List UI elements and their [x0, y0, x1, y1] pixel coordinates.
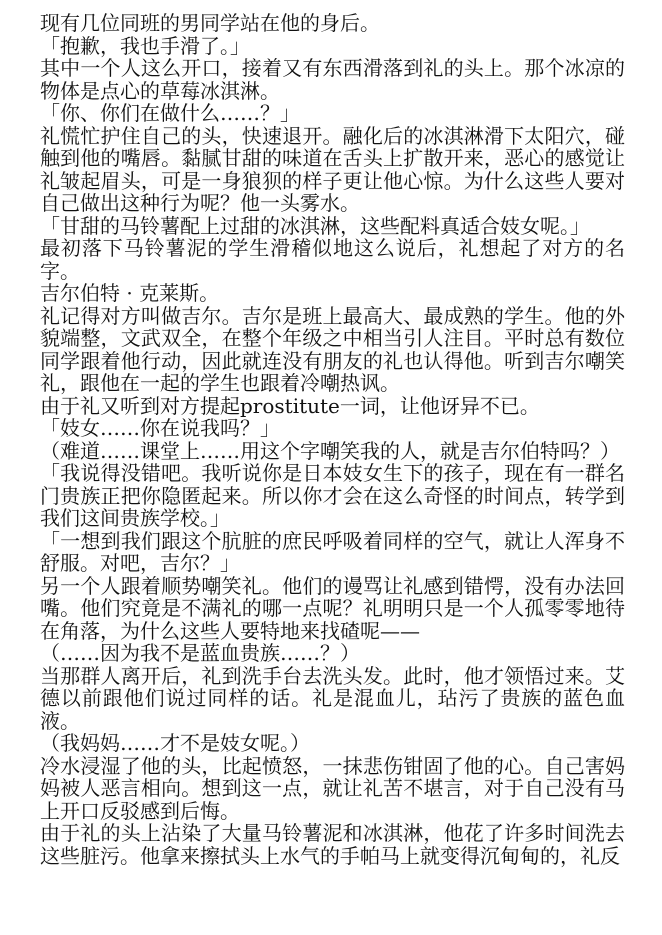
paragraph: 最初落下马铃薯泥的学生滑稽似地这么说后，礼想起了对方的名字。 — [40, 236, 625, 283]
paragraph: 当那群人离开后，礼到洗手台去洗头发。此时，他才领悟过来。艾德以前跟他们说过同样的话。礼是混血儿，玷污了贵族的蓝色血液。 — [40, 663, 625, 733]
paragraph: 礼记得对方叫做吉尔。吉尔是班上最高大、最成熟的学生。他的外貌端整，文武双全，在整个年级之中相当引人注目。平时总有数位同学跟着他行动，因此就连没有朋友的礼也认得他。听到吉尔嘲笑礼，跟他在一起的学生也跟着冷嘲热讽。 — [40, 303, 625, 395]
document-page — [40, 12, 625, 867]
paragraph: 「妓女……你在说我吗？」 — [40, 416, 280, 440]
paragraph: 由于礼的头上沾染了大量马铃薯泥和冰淇淋，他花了许多时间洗去这些脏污。他拿来擦拭头上水气的手帕马上就变得沉甸甸的，礼反 — [40, 821, 625, 868]
paragraph: 「你、你们在做什么……？」 — [40, 101, 300, 125]
paragraph: （难道……课堂上……用这个字嘲笑我的人，就是吉尔伯特吗？） — [40, 438, 620, 463]
paragraph: 其中一个人这么开口，接着又有东西滑落到礼的头上。那个冰凉的物体是点心的草莓冰淇淋。 — [40, 56, 625, 103]
paragraph: （……因为我不是蓝血贵族……？） — [40, 641, 360, 665]
paragraph: 另一个人跟着顺势嘲笑礼。他们的谩骂让礼感到错愕，没有办法回嘴。他们究竟是不满礼的哪一点呢？礼明明只是一个人孤零零地待在角落，为什么这些人要特地来找碴呢—— — [40, 573, 625, 643]
paragraph: 礼慌忙护住自己的头，快速退开。融化后的冰淇淋滑下太阳穴，碰触到他的嘴唇。黏腻甘甜的味道在舌头上扩散开来，恶心的感觉让礼皱起眉头，可是一身狼狈的样子更让他心惊。为什么这些人要对自己做出这种行为呢？他一头雾水。 — [40, 123, 625, 215]
paragraph: （我妈妈……才不是妓女呢。） — [40, 731, 310, 755]
paragraph: 「抱歉，我也手滑了。」 — [40, 33, 250, 58]
paragraph: 「一想到我们跟这个肮脏的庶民呼吸着同样的空气，就让人浑身不舒服。对吧，吉尔？」 — [40, 528, 625, 575]
paragraph: 「我说得没错吧。我听说你是日本妓女生下的孩子，现在有一群名门贵族正把你隐匿起来。所以你才会在这么奇怪的时间点，转学到我们这间贵族学校。」 — [40, 461, 625, 530]
paragraph: 现有几位同班的男同学站在他的身后。 — [40, 11, 380, 35]
paragraph: 「甘甜的马铃薯配上过甜的冰淇淋，这些配料真适合妓女呢。」 — [40, 213, 590, 238]
paragraph: 由于礼又听到对方提起prostitute一词，让他讶异不已。 — [40, 393, 540, 418]
paragraph: 吉尔伯特 · 克莱斯。 — [40, 281, 220, 305]
paragraph: 冷水浸湿了他的头，比起愤怒，一抹悲伤钳固了他的心。自己害妈妈被人恶言相向。想到这一点，就让礼苦不堪言，对于自己没有马上开口反驳感到后悔。 — [40, 753, 625, 823]
